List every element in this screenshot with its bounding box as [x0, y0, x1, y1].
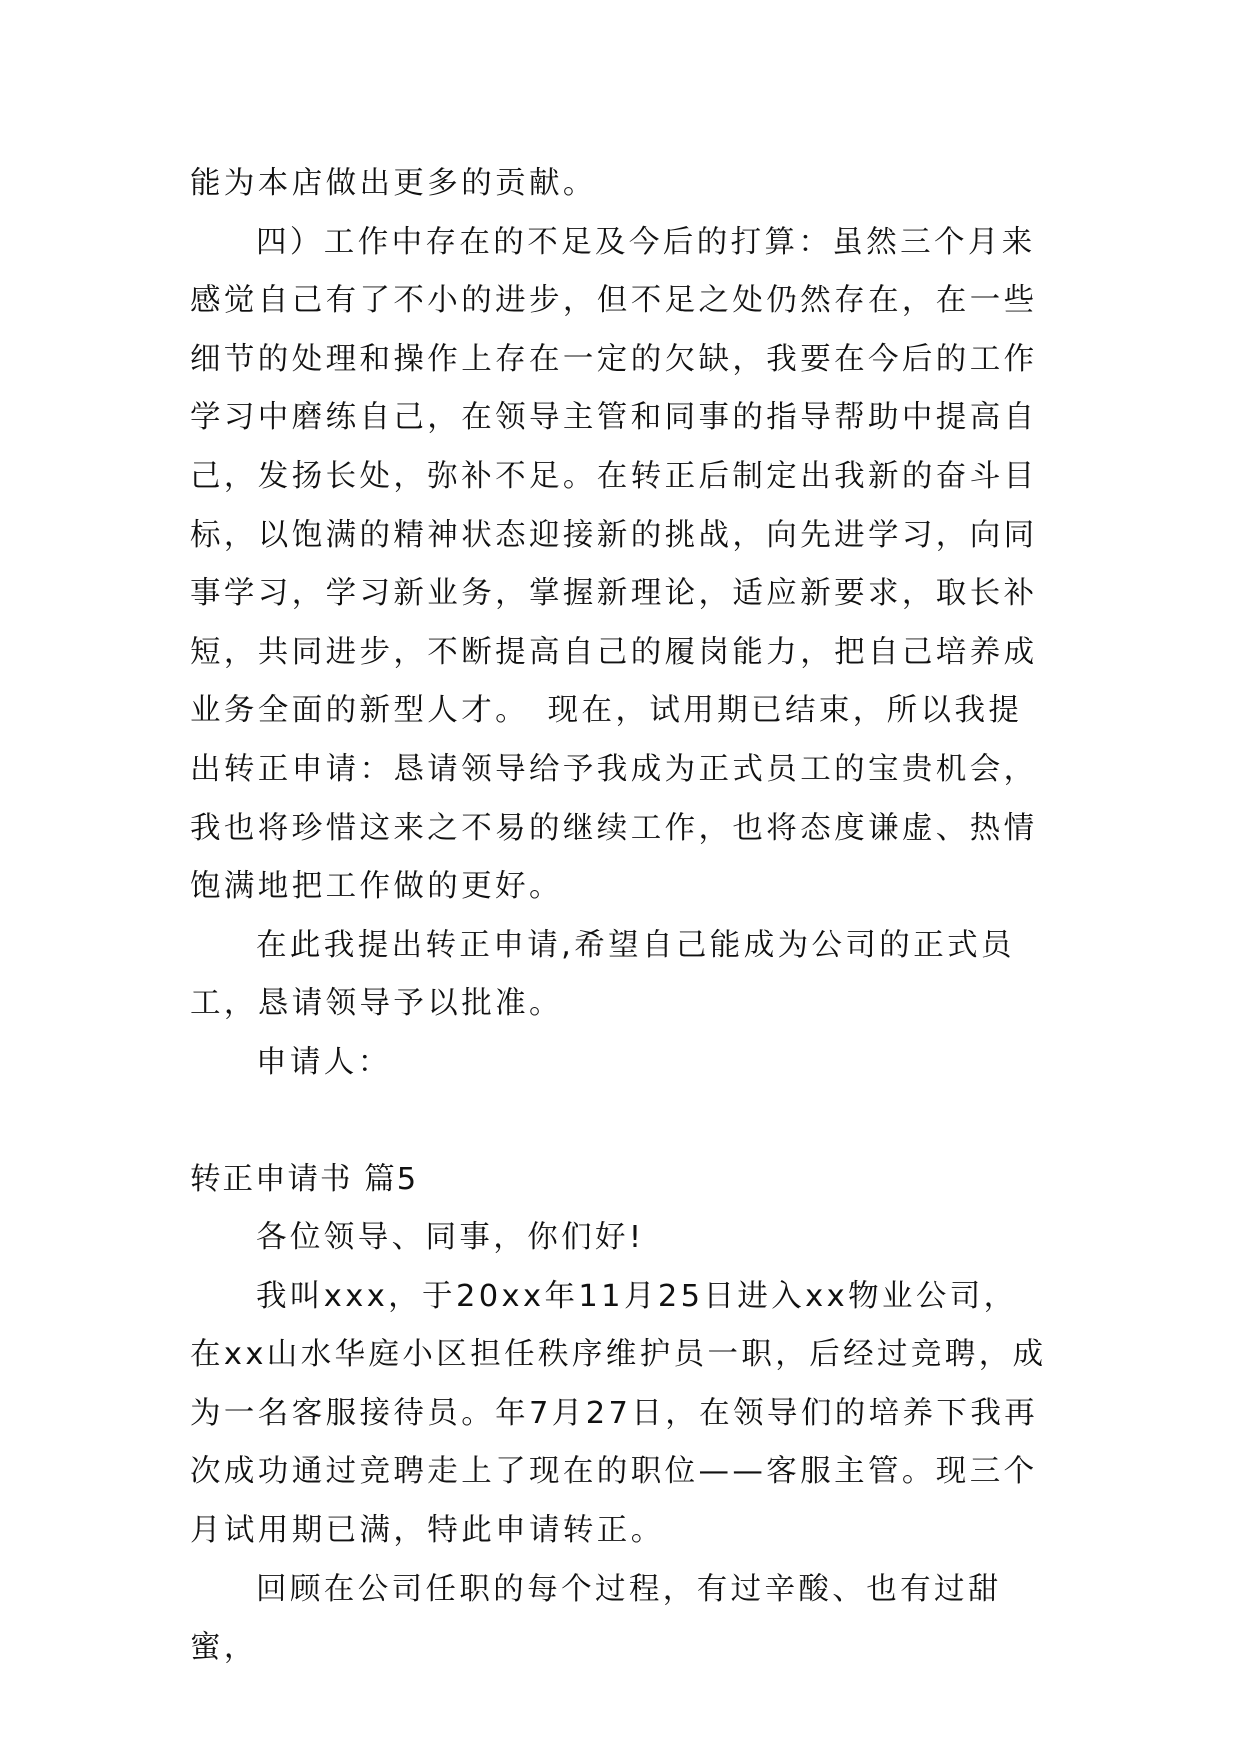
paragraph-continuation: 能为本店做出更多的贡献。	[190, 166, 597, 201]
paragraph-application-request: 在此我提出转正申请,希望自己能成为公司的正式员工，恳请领导予以批准。	[190, 927, 1015, 1022]
paragraph-review: 回顾在公司任职的每个过程，有过辛酸、也有过甜蜜，	[190, 1571, 1002, 1666]
document-body	[190, 155, 1050, 1678]
paragraph-introduction: 我叫xxx，于20xx年11月25日进入xx物业公司，在xx山水华庭小区担任秩序维护员一职，后经过竞聘，成为一名客服接待员。年7月27日，在领导们的培养下我再次成功通过竞聘走上了现在的职位——客服主管。现三个月试用期已满，特此申请转正。	[190, 1278, 1047, 1549]
paragraph-greeting: 各位领导、同事，你们好!	[256, 1220, 645, 1256]
paragraph-shortcomings-and-plans: 四）工作中存在的不足及今后的打算：虽然三个月来感觉自己有了不小的进步，但不足之处仍然存在，在一些细节的处理和操作上存在一定的欠缺，我要在今后的工作学习中磨练自己，在领导主管和同事的指导帮助中提高自己，发扬长处，弥补不足。在转正后制定出我新的奋斗目标，以饱满的精神状态迎接新的挑战，向先进学习，向同事学习，学习新业务，掌握新理论，适应新要求，取长补短，共同进步，不断提高自己的履岗能力，把自己培养成业务全面的新型人才。 现在，试用期已结束，所以我提出转正申请：恳请领导给予我成为正式员工的宝贵机会，我也将珍惜这来之不易的继续工作，也将态度谦虚、热情饱满地把工作做的更好。	[190, 224, 1038, 905]
applicant-signature-label: 申请人：	[256, 1044, 392, 1080]
section-heading: 转正申请书 篇5	[190, 1161, 419, 1197]
